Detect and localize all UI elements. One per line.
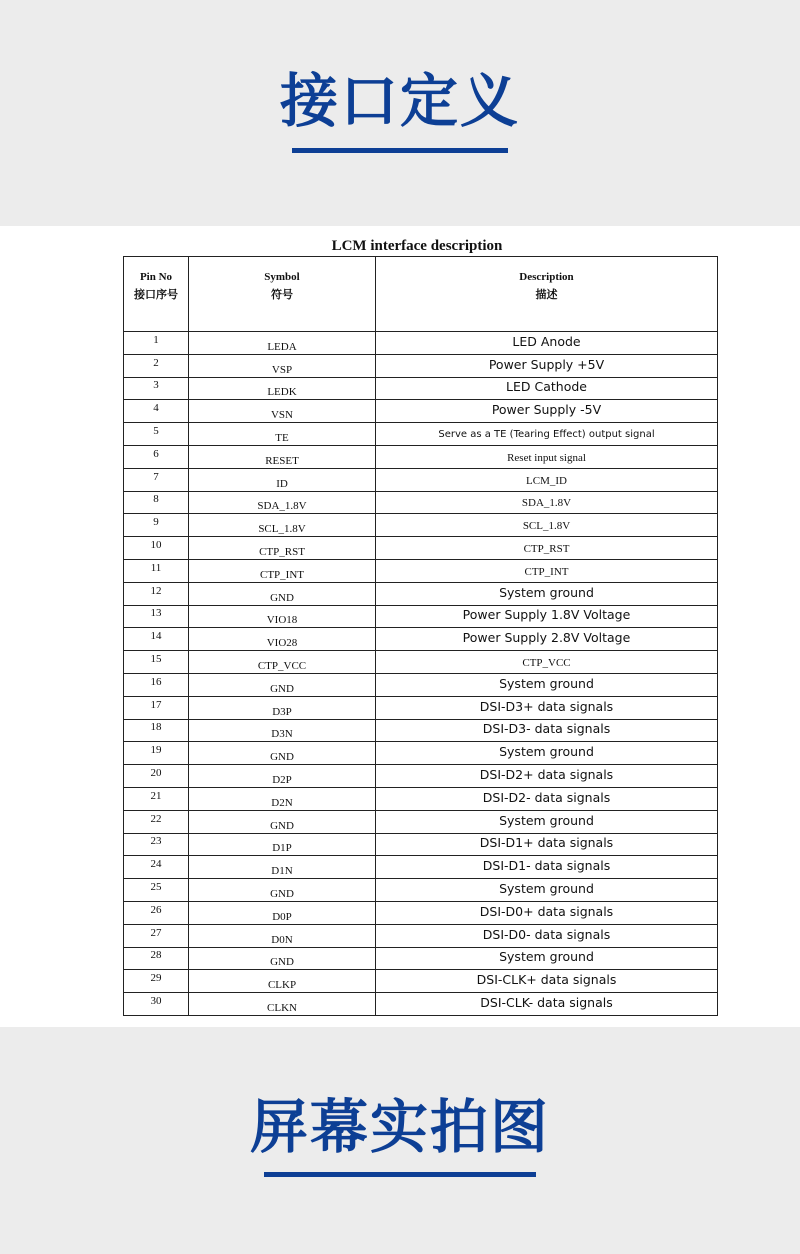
pin-description: System ground	[499, 949, 594, 965]
pin-description-cell	[376, 628, 718, 651]
pin-number-cell	[124, 377, 189, 400]
pin-table	[123, 256, 718, 1016]
pin-symbol: GND	[270, 682, 294, 695]
section-title-screen-photos: 屏幕实拍图	[249, 1093, 550, 1161]
pin-description: DSI-D2+ data signals	[479, 767, 614, 783]
pin-description-cell	[376, 445, 718, 468]
pin-description: LCM_ID	[526, 474, 567, 487]
pin-number: 6	[153, 447, 159, 460]
pin-description: DSI-CLK- data signals	[480, 995, 613, 1010]
pin-description-cell	[376, 970, 718, 993]
pin-description: System ground	[499, 812, 594, 828]
pin-number: 9	[153, 516, 159, 529]
pin-symbol-cell	[189, 628, 376, 651]
pin-symbol: CTP_INT	[260, 568, 304, 581]
pin-number-cell	[124, 787, 189, 810]
pin-number: 12	[150, 584, 162, 597]
pin-symbol-cell	[189, 993, 376, 1016]
pin-description-cell	[376, 787, 718, 810]
pin-description: DSI-D1+ data signals	[479, 835, 614, 851]
pin-description-cell	[376, 377, 718, 400]
pin-number-cell	[124, 332, 189, 355]
table-row	[124, 879, 718, 902]
pin-symbol-cell	[189, 856, 376, 879]
pin-description-cell	[376, 582, 718, 605]
table-row	[124, 628, 718, 651]
pin-symbol-cell	[189, 901, 376, 924]
table-row	[124, 605, 718, 628]
pin-symbol: D1P	[272, 842, 292, 855]
pin-description-cell	[376, 491, 718, 514]
pin-symbol-cell	[189, 468, 376, 491]
pin-number: 4	[153, 402, 159, 415]
pin-symbol: D1N	[271, 865, 293, 878]
table-row	[124, 400, 718, 423]
pin-number-cell	[124, 993, 189, 1016]
table-row	[124, 582, 718, 605]
pin-symbol-cell	[189, 445, 376, 468]
pin-number-cell	[124, 810, 189, 833]
pin-number-cell	[124, 833, 189, 856]
pin-number: 14	[150, 630, 162, 643]
pin-description-cell	[376, 719, 718, 742]
table-row	[124, 719, 718, 742]
pin-description: Power Supply 2.8V Voltage	[462, 630, 631, 646]
pin-symbol: TE	[275, 432, 289, 445]
pin-symbol: SDA_1.8V	[257, 500, 307, 513]
pin-description: DSI-D0+ data signals	[479, 903, 614, 919]
pin-number-cell	[124, 696, 189, 719]
pin-number: 21	[150, 789, 162, 802]
pin-number-cell	[124, 423, 189, 446]
table-row	[124, 354, 718, 377]
pin-symbol-cell	[189, 605, 376, 628]
pin-description: Serve as a TE (Tearing Effect) output signal	[438, 429, 655, 441]
section-title-interface-definition: 接口定义	[279, 67, 520, 135]
pin-description-cell	[376, 765, 718, 788]
pin-number: 25	[150, 881, 162, 894]
pin-number: 13	[150, 607, 162, 620]
pin-number: 20	[150, 767, 162, 780]
pin-number-cell	[124, 605, 189, 628]
header-description	[376, 257, 718, 332]
pin-number-cell	[124, 901, 189, 924]
pin-description: LED Anode	[512, 333, 581, 349]
pin-description: DSI-D3- data signals	[482, 721, 611, 737]
pin-number: 29	[150, 972, 162, 985]
table-row	[124, 810, 718, 833]
pin-description-cell	[376, 742, 718, 765]
pin-symbol-cell	[189, 651, 376, 674]
pin-symbol: VSP	[271, 363, 293, 376]
pin-number: 23	[150, 835, 162, 848]
pin-description: SCL_1.8V	[522, 520, 571, 533]
pin-symbol-cell	[189, 423, 376, 446]
pin-description-cell	[376, 833, 718, 856]
pin-description: Power Supply 1.8V Voltage	[462, 607, 631, 623]
pin-symbol-cell	[189, 537, 376, 560]
pin-symbol-cell	[189, 332, 376, 355]
pin-symbol-cell	[189, 742, 376, 765]
table-row	[124, 651, 718, 674]
pin-symbol: GND	[270, 888, 294, 901]
table-row	[124, 787, 718, 810]
header-pin-no	[124, 257, 189, 332]
pin-description: DSI-CLK+ data signals	[476, 972, 617, 988]
pin-description-cell	[376, 423, 718, 446]
pin-number-cell	[124, 468, 189, 491]
table-row	[124, 742, 718, 765]
pin-description: Power Supply +5V	[488, 356, 605, 372]
pin-description-cell	[376, 400, 718, 423]
pin-symbol-cell	[189, 354, 376, 377]
pin-symbol: LEDK	[267, 386, 297, 399]
pin-description-cell	[376, 332, 718, 355]
pin-symbol: CTP_VCC	[257, 660, 307, 673]
pin-symbol: CLKP	[267, 979, 297, 992]
table-row	[124, 673, 718, 696]
pin-description-cell	[376, 651, 718, 674]
title-underline-bottom	[264, 1172, 536, 1177]
pin-symbol-cell	[189, 696, 376, 719]
pin-description-cell	[376, 901, 718, 924]
pin-number: 8	[153, 493, 159, 506]
table-row	[124, 993, 718, 1016]
pin-number-cell	[124, 491, 189, 514]
pin-number: 10	[150, 539, 162, 552]
title-underline-top	[292, 148, 508, 153]
table-row	[124, 332, 718, 355]
pin-symbol-cell	[189, 673, 376, 696]
pin-number: 30	[150, 995, 162, 1007]
pin-symbol: SCL_1.8V	[258, 523, 306, 536]
pin-number-cell	[124, 719, 189, 742]
pin-symbol: GND	[270, 591, 294, 604]
pin-number-cell	[124, 582, 189, 605]
pin-number-cell	[124, 559, 189, 582]
pin-number-cell	[124, 742, 189, 765]
pin-description-cell	[376, 696, 718, 719]
pin-symbol-cell	[189, 810, 376, 833]
pin-number-cell	[124, 673, 189, 696]
pin-symbol: VIO28	[266, 637, 298, 650]
pin-symbol-cell	[189, 765, 376, 788]
pin-symbol: ID	[276, 477, 288, 490]
pin-description-cell	[376, 468, 718, 491]
pin-description-cell	[376, 856, 718, 879]
pin-number: 27	[150, 926, 162, 939]
pin-description: System ground	[499, 881, 594, 897]
pin-number: 2	[153, 356, 159, 369]
table-row	[124, 377, 718, 400]
pin-symbol: D2N	[271, 796, 293, 809]
pin-number: 11	[150, 561, 162, 574]
pin-symbol: D3N	[271, 728, 293, 741]
table-row	[124, 970, 718, 993]
pin-description-cell	[376, 354, 718, 377]
pin-symbol: RESET	[265, 454, 299, 467]
pin-symbol-cell	[189, 947, 376, 970]
pin-number: 7	[153, 470, 159, 483]
pin-description-cell	[376, 924, 718, 947]
table-row	[124, 924, 718, 947]
pin-number-cell	[124, 651, 189, 674]
pin-symbol: VSN	[270, 409, 293, 422]
pin-number: 3	[153, 379, 159, 392]
table-row	[124, 491, 718, 514]
pin-number: 16	[150, 675, 162, 688]
pin-number-cell	[124, 879, 189, 902]
pin-number-cell	[124, 628, 189, 651]
pin-symbol: GND	[270, 751, 294, 764]
pin-table-body	[124, 332, 718, 1016]
pin-number-cell	[124, 537, 189, 560]
pin-symbol: GND	[270, 819, 294, 832]
pin-number-cell	[124, 970, 189, 993]
pin-description-cell	[376, 605, 718, 628]
pin-symbol-cell	[189, 400, 376, 423]
table-row	[124, 947, 718, 970]
pin-symbol: LEDA	[267, 340, 297, 353]
pin-number-cell	[124, 924, 189, 947]
pin-number: 17	[150, 698, 162, 711]
pin-symbol-cell	[189, 491, 376, 514]
table-row	[124, 833, 718, 856]
pin-description: System ground	[499, 675, 594, 691]
table-row	[124, 901, 718, 924]
pin-number: 28	[150, 949, 162, 962]
pin-symbol-cell	[189, 970, 376, 993]
pin-symbol: D2P	[272, 774, 292, 787]
pin-number-cell	[124, 445, 189, 468]
pin-symbol: CLKN	[267, 1002, 297, 1014]
pin-description-cell	[376, 673, 718, 696]
pin-description: DSI-D3+ data signals	[479, 698, 614, 714]
pin-symbol: D3P	[272, 705, 292, 718]
pin-description: CTP_INT	[524, 565, 569, 578]
pin-number: 18	[150, 721, 162, 734]
pin-symbol: CTP_RST	[259, 546, 305, 559]
pin-description: DSI-D1- data signals	[482, 858, 611, 874]
pin-number: 1	[153, 333, 159, 346]
pin-number: 24	[150, 858, 162, 871]
header-symbol	[189, 257, 376, 332]
table-row	[124, 445, 718, 468]
header-desc-cn: 描述	[535, 288, 558, 301]
pin-number: 15	[150, 653, 162, 666]
pin-description-cell	[376, 947, 718, 970]
pin-symbol: D0P	[272, 910, 292, 923]
pin-number-cell	[124, 765, 189, 788]
pin-description: CTP_RST	[523, 543, 570, 556]
header-symbol-cn: 符号	[271, 288, 293, 301]
table-row	[124, 514, 718, 537]
pin-symbol-cell	[189, 787, 376, 810]
header-desc-en: Description	[519, 271, 574, 283]
pin-description-cell	[376, 993, 718, 1016]
pin-number: 22	[150, 812, 162, 825]
table-header-row	[124, 257, 718, 332]
pin-number: 26	[150, 903, 162, 916]
table-row	[124, 856, 718, 879]
pin-number-cell	[124, 947, 189, 970]
table-row	[124, 765, 718, 788]
pin-number-cell	[124, 400, 189, 423]
table-row	[124, 559, 718, 582]
pin-description: DSI-D2- data signals	[482, 789, 611, 805]
pin-description: CTP_VCC	[522, 657, 571, 670]
pin-symbol: GND	[270, 956, 294, 969]
pin-symbol: VIO18	[266, 614, 298, 627]
table-row	[124, 537, 718, 560]
header-pin-en: Pin No	[139, 271, 173, 283]
pin-symbol-cell	[189, 719, 376, 742]
pin-number-cell	[124, 856, 189, 879]
pin-description-cell	[376, 537, 718, 560]
interface-spec-sheet	[113, 236, 721, 1014]
header-pin-cn: 接口序号	[134, 288, 178, 301]
pin-description: Power Supply -5V	[491, 402, 602, 418]
pin-description: System ground	[499, 744, 594, 760]
pin-description: Reset input signal	[507, 451, 586, 464]
pin-number: 19	[150, 744, 162, 757]
pin-symbol-cell	[189, 514, 376, 537]
pin-symbol-cell	[189, 924, 376, 947]
table-row	[124, 468, 718, 491]
table-row	[124, 696, 718, 719]
sheet-title: LCM interface description	[331, 238, 503, 254]
pin-symbol-cell	[189, 377, 376, 400]
pin-symbol-cell	[189, 559, 376, 582]
header-symbol-en: Symbol	[264, 271, 300, 283]
pin-symbol-cell	[189, 879, 376, 902]
pin-number-cell	[124, 354, 189, 377]
pin-description: DSI-D0- data signals	[482, 926, 611, 942]
table-row	[124, 423, 718, 446]
pin-symbol: D0N	[271, 933, 293, 946]
pin-description-cell	[376, 514, 718, 537]
pin-number-cell	[124, 514, 189, 537]
pin-symbol-cell	[189, 833, 376, 856]
pin-description-cell	[376, 559, 718, 582]
pin-symbol-cell	[189, 582, 376, 605]
pin-description: SDA_1.8V	[521, 497, 572, 510]
pin-description-cell	[376, 879, 718, 902]
pin-description-cell	[376, 810, 718, 833]
pin-number: 5	[153, 425, 159, 438]
pin-description: System ground	[499, 584, 594, 600]
pin-description: LED Cathode	[506, 379, 587, 395]
